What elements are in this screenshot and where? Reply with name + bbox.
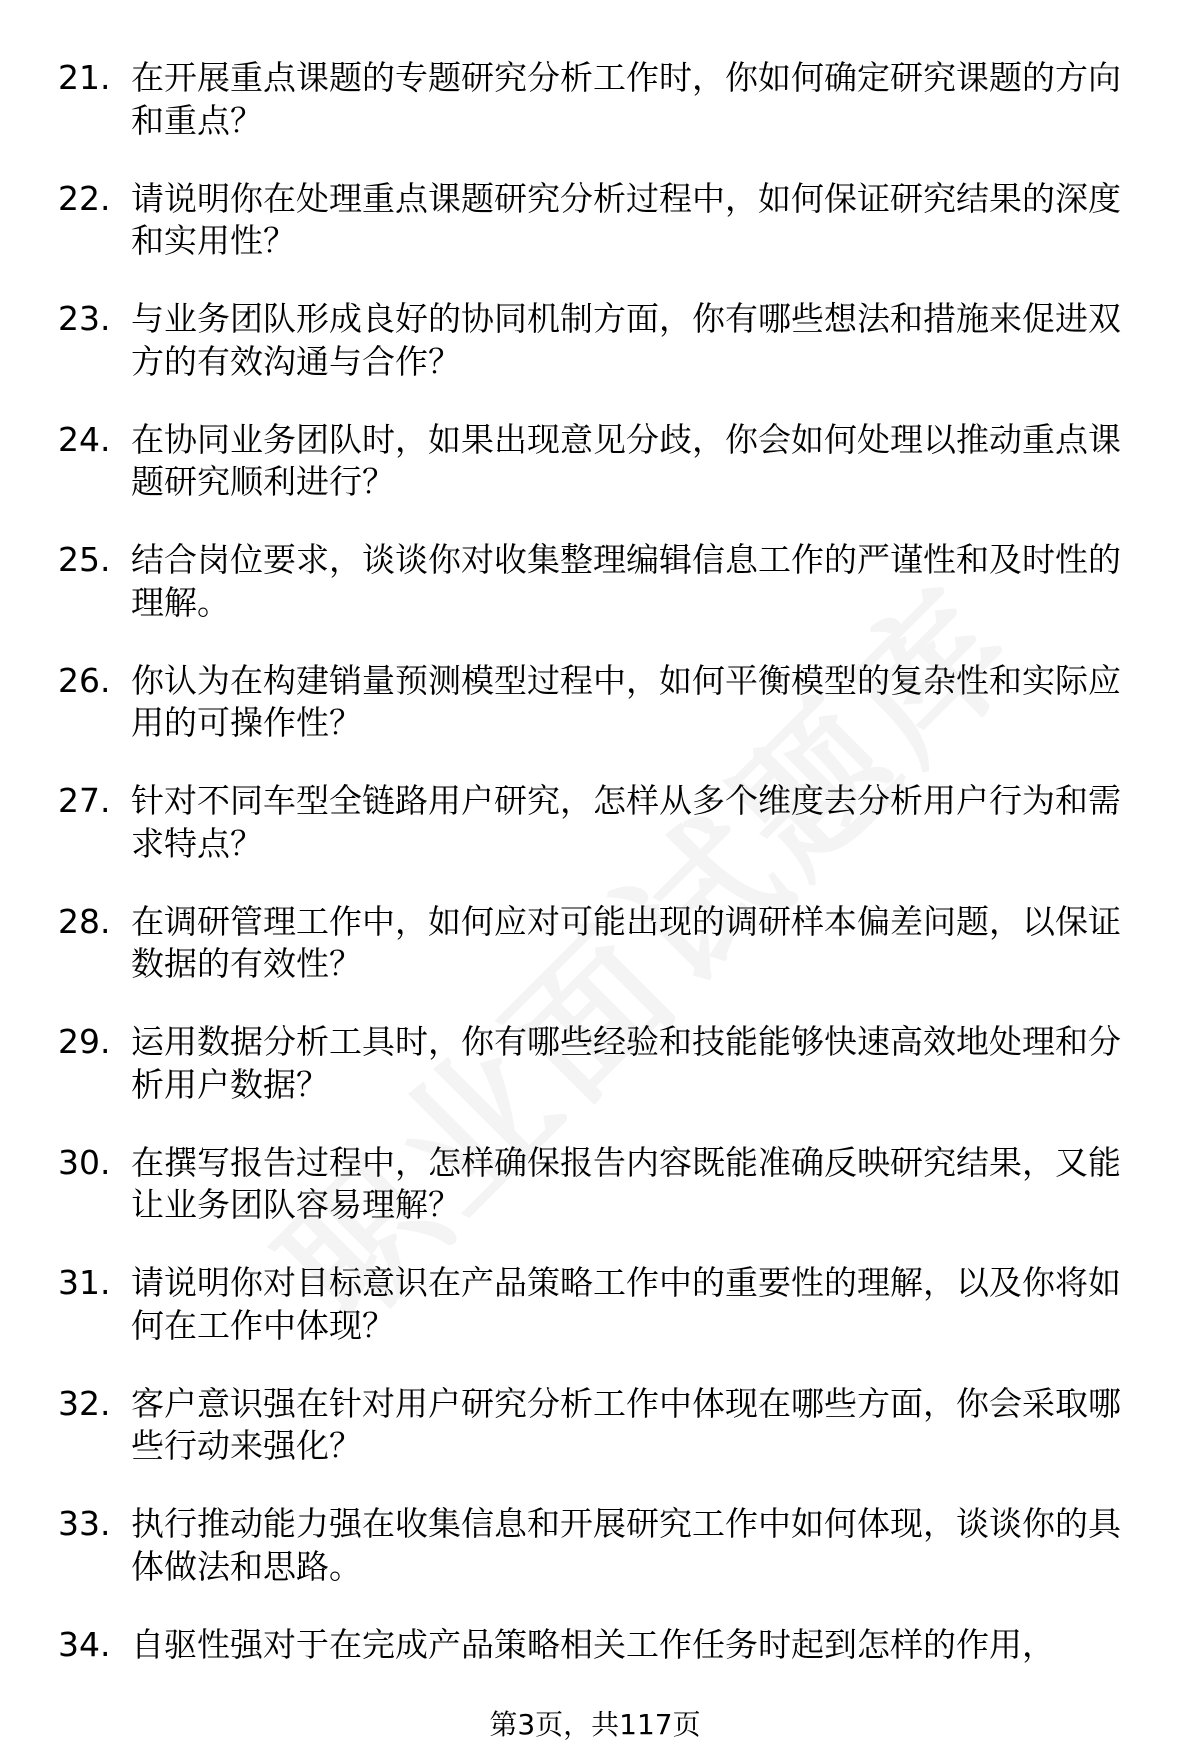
- question-number: 25.: [58, 540, 111, 579]
- question-item: [58, 1021, 1148, 1106]
- question-item: [58, 57, 1148, 142]
- question-text: 在开展重点课题的专题研究分析工作时，你如何确定研究课题的方向和重点？: [131, 58, 1121, 140]
- question-text: 请说明你在处理重点课题研究分析过程中，如何保证研究结果的深度和实用性？: [131, 178, 1121, 260]
- question-text: 你认为在构建销量预测模型过程中，如何平衡模型的复杂性和实际应用的可操作性？: [131, 660, 1121, 742]
- question-number: 33.: [58, 1504, 111, 1543]
- page-footer: 第3页，共117页: [489, 1708, 701, 1741]
- question-number: 32.: [58, 1383, 111, 1423]
- question-text: 在撰写报告过程中，怎样确保报告内容既能准确反映研究结果，又能让业务团队容易理解？: [131, 1142, 1121, 1224]
- question-number: 28.: [58, 901, 111, 941]
- question-item: [58, 1503, 1148, 1588]
- question-item: [58, 178, 1148, 263]
- question-item: [58, 660, 1148, 745]
- question-item: [58, 419, 1148, 504]
- question-list: [58, 57, 1148, 1702]
- question-text: 与业务团队形成良好的协同机制方面，你有哪些想法和措施来促进双方的有效沟通与合作？: [131, 299, 1121, 381]
- question-text: 运用数据分析工具时，你有哪些经验和技能能够快速高效地处理和分析用户数据？: [131, 1022, 1121, 1104]
- question-text: 结合岗位要求，谈谈你对收集整理编辑信息工作的严谨性和及时性的理解。: [131, 540, 1121, 622]
- question-text: 在协同业务团队时，如果出现意见分歧，你会如何处理以推动重点课题研究顺利进行？: [131, 419, 1121, 501]
- question-item: [58, 1383, 1148, 1468]
- question-number: 34.: [58, 1624, 111, 1664]
- question-text: 客户意识强在针对用户研究分析工作中体现在哪些方面，你会采取哪些行动来强化？: [131, 1383, 1121, 1465]
- question-item: [58, 780, 1148, 865]
- question-item: [58, 1262, 1148, 1347]
- question-number: 22.: [58, 178, 111, 218]
- question-text: 执行推动能力强在收集信息和开展研究工作中如何体现，谈谈你的具体做法和思路。: [131, 1504, 1121, 1586]
- question-number: 26.: [58, 660, 111, 700]
- question-text: 请说明你对目标意识在产品策略工作中的重要性的理解，以及你将如何在工作中体现？: [131, 1263, 1121, 1345]
- question-item: [58, 901, 1148, 986]
- question-item: [58, 1142, 1148, 1227]
- question-number: 24.: [58, 419, 111, 459]
- question-number: 21.: [58, 58, 111, 97]
- question-item: [58, 539, 1148, 624]
- question-text: 自驱性强对于在完成产品策略相关工作任务时起到怎样的作用，: [131, 1624, 1055, 1664]
- question-text: 针对不同车型全链路用户研究，怎样从多个维度去分析用户行为和需求特点？: [131, 781, 1121, 863]
- question-number: 31.: [58, 1263, 111, 1302]
- question-number: 27.: [58, 781, 111, 820]
- question-number: 29.: [58, 1022, 111, 1061]
- question-item: [58, 298, 1148, 383]
- question-number: 23.: [58, 299, 111, 338]
- question-number: 30.: [58, 1142, 111, 1182]
- question-item: [58, 1624, 1148, 1667]
- question-text: 在调研管理工作中，如何应对可能出现的调研样本偏差问题，以保证数据的有效性？: [131, 901, 1121, 983]
